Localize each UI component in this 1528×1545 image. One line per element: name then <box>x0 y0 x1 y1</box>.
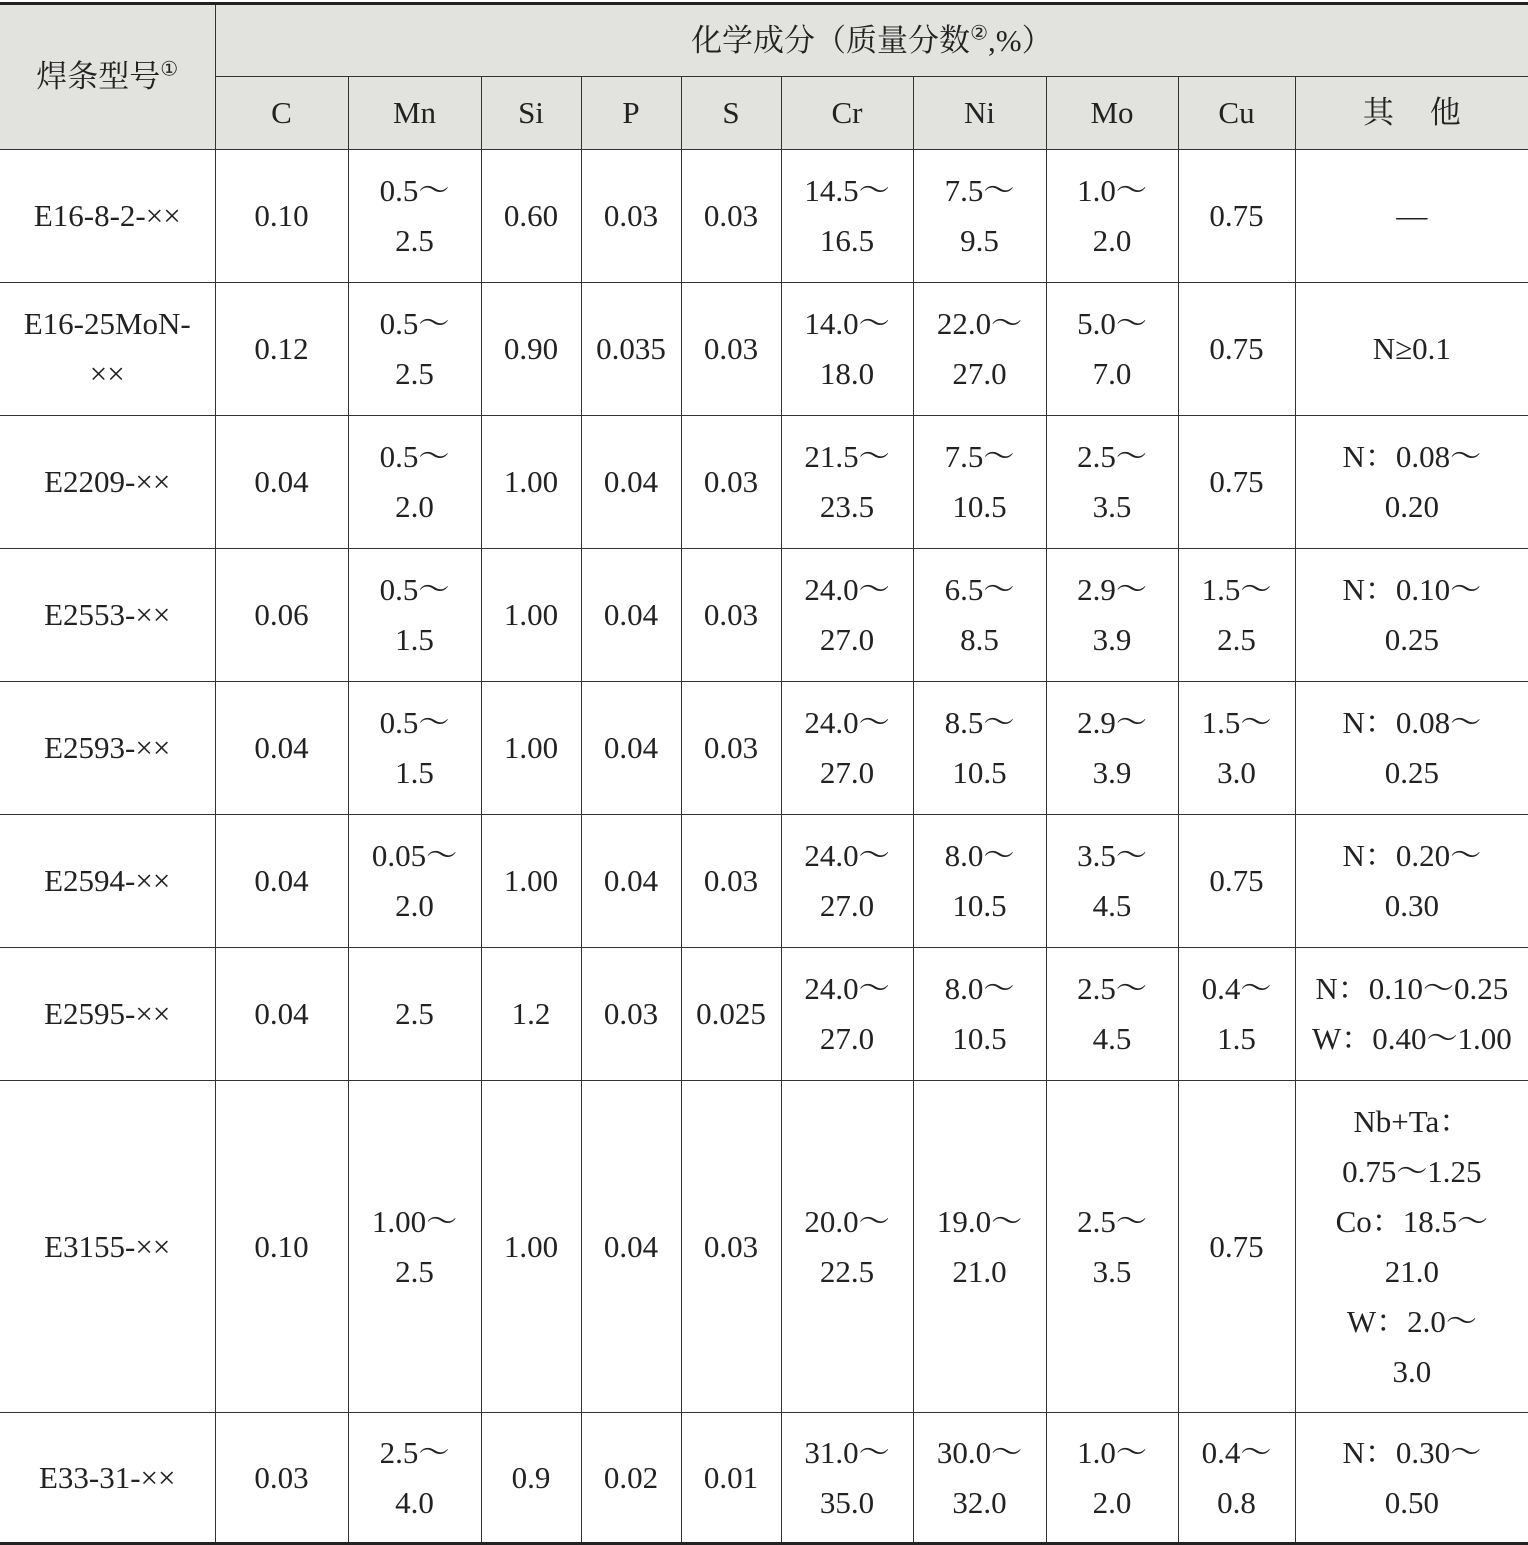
si-cell: 1.00 <box>481 549 581 682</box>
cr-cell <box>781 283 913 416</box>
c-cell: 0.12 <box>215 283 348 416</box>
cu-cell <box>1178 150 1295 283</box>
model-cell-line: E33-31-×× <box>0 1453 215 1503</box>
mo-cell-line: 3.5～ <box>1047 831 1178 881</box>
mn-cell-line: 2.5 <box>349 216 481 266</box>
mn-cell <box>348 682 481 815</box>
header-si: Si <box>481 77 581 150</box>
cu-cell-line: 1.5 <box>1179 1014 1295 1064</box>
mo-cell <box>1046 682 1178 815</box>
model-cell-line: E2593-×× <box>0 723 215 773</box>
ni-cell <box>913 815 1046 948</box>
mn-cell <box>348 815 481 948</box>
model-cell-line: E16-8-2-×× <box>0 191 215 241</box>
cu-cell <box>1178 815 1295 948</box>
mo-cell-line: 3.5 <box>1047 1247 1178 1297</box>
model-cell-line: E16-25MoN- <box>0 299 215 349</box>
ni-cell-line: 8.0～ <box>914 831 1046 881</box>
chemical-composition-table <box>0 2 1528 1545</box>
mn-cell-line: 0.5～ <box>349 166 481 216</box>
cu-cell <box>1178 948 1295 1081</box>
mo-cell-line: 3.5 <box>1047 482 1178 532</box>
other-cell-line: 0.25 <box>1296 748 1528 798</box>
mo-cell-line: 2.9～ <box>1047 565 1178 615</box>
cu-cell-line: 0.75 <box>1179 856 1295 906</box>
mo-cell <box>1046 815 1178 948</box>
s-cell: 0.03 <box>681 682 781 815</box>
cu-cell <box>1178 1081 1295 1413</box>
other-cell-line: 0.25 <box>1296 615 1528 665</box>
s-cell: 0.03 <box>681 549 781 682</box>
model-cell-line: E2595-×× <box>0 989 215 1039</box>
c-cell: 0.06 <box>215 549 348 682</box>
ni-cell <box>913 1081 1046 1413</box>
header-other: 其他 <box>1295 77 1528 150</box>
mo-cell <box>1046 549 1178 682</box>
cr-cell-line: 22.5 <box>782 1247 913 1297</box>
header-cr: Cr <box>781 77 913 150</box>
mo-cell <box>1046 1413 1178 1544</box>
mn-cell <box>348 549 481 682</box>
si-cell: 0.90 <box>481 283 581 416</box>
cu-cell-line: 0.75 <box>1179 191 1295 241</box>
si-cell: 0.9 <box>481 1413 581 1544</box>
model-cell <box>0 682 215 815</box>
ni-cell <box>913 948 1046 1081</box>
other-cell-line: 3.0 <box>1296 1347 1528 1397</box>
table-row <box>0 948 1528 1081</box>
header-cu: Cu <box>1178 77 1295 150</box>
mo-cell <box>1046 1081 1178 1413</box>
ni-cell <box>913 283 1046 416</box>
ni-cell-line: 10.5 <box>914 881 1046 931</box>
ni-cell-line: 32.0 <box>914 1478 1046 1528</box>
mn-cell-line: 4.0 <box>349 1478 481 1528</box>
c-cell: 0.04 <box>215 815 348 948</box>
cr-cell-line: 24.0～ <box>782 565 913 615</box>
cu-cell <box>1178 549 1295 682</box>
other-cell <box>1295 682 1528 815</box>
p-cell: 0.04 <box>581 1081 681 1413</box>
mo-cell <box>1046 948 1178 1081</box>
cr-cell <box>781 682 913 815</box>
table-row <box>0 283 1528 416</box>
cr-cell <box>781 150 913 283</box>
ni-cell-line: 22.0～ <box>914 299 1046 349</box>
p-cell: 0.04 <box>581 416 681 549</box>
mo-cell-line: 1.0～ <box>1047 1428 1178 1478</box>
mn-cell <box>348 283 481 416</box>
table-row <box>0 150 1528 283</box>
mn-cell-line: 2.5 <box>349 349 481 399</box>
ni-cell-line: 8.5～ <box>914 698 1046 748</box>
mo-cell <box>1046 283 1178 416</box>
mn-cell-line: 2.5 <box>349 989 481 1039</box>
model-cell-line: E2209-×× <box>0 457 215 507</box>
other-cell-line: 0.50 <box>1296 1478 1528 1528</box>
mn-cell-line: 0.5～ <box>349 698 481 748</box>
model-cell-line: E3155-×× <box>0 1222 215 1272</box>
mo-cell-line: 2.9～ <box>1047 698 1178 748</box>
mo-cell-line: 3.9 <box>1047 615 1178 665</box>
cr-cell-line: 24.0～ <box>782 964 913 1014</box>
ni-cell <box>913 416 1046 549</box>
p-cell: 0.04 <box>581 682 681 815</box>
mo-cell-line: 4.5 <box>1047 1014 1178 1064</box>
cr-cell-line: 23.5 <box>782 482 913 532</box>
cu-cell <box>1178 416 1295 549</box>
mo-cell-line: 2.5～ <box>1047 432 1178 482</box>
mn-cell <box>348 416 481 549</box>
ni-cell-line: 8.0～ <box>914 964 1046 1014</box>
cr-cell <box>781 815 913 948</box>
cr-cell-line: 14.0～ <box>782 299 913 349</box>
ni-cell-line: 8.5 <box>914 615 1046 665</box>
ni-cell-line: 6.5～ <box>914 565 1046 615</box>
ni-cell <box>913 1413 1046 1544</box>
header-model: 焊条型号① <box>0 4 215 150</box>
mn-cell-line: 0.5～ <box>349 432 481 482</box>
cr-cell-line: 35.0 <box>782 1478 913 1528</box>
table-row <box>0 682 1528 815</box>
si-cell: 1.00 <box>481 815 581 948</box>
other-cell-line: N：0.08～ <box>1296 432 1528 482</box>
table-header <box>0 4 1528 150</box>
p-cell: 0.03 <box>581 948 681 1081</box>
mo-cell-line: 3.9 <box>1047 748 1178 798</box>
ni-cell-line: 21.0 <box>914 1247 1046 1297</box>
cu-cell-line: 0.4～ <box>1179 1428 1295 1478</box>
cr-cell-line: 24.0～ <box>782 698 913 748</box>
mo-cell-line: 2.0 <box>1047 216 1178 266</box>
other-cell-line: W：2.0～ <box>1296 1297 1528 1347</box>
s-cell: 0.03 <box>681 815 781 948</box>
s-cell: 0.01 <box>681 1413 781 1544</box>
ni-cell-line: 10.5 <box>914 482 1046 532</box>
other-cell-line: N：0.08～ <box>1296 698 1528 748</box>
mn-cell-line: 0.5～ <box>349 565 481 615</box>
mo-cell-line: 2.5～ <box>1047 964 1178 1014</box>
other-cell <box>1295 150 1528 283</box>
si-cell: 1.00 <box>481 682 581 815</box>
mn-cell-line: 0.5～ <box>349 299 481 349</box>
s-cell: 0.03 <box>681 1081 781 1413</box>
mn-cell <box>348 150 481 283</box>
p-cell: 0.04 <box>581 549 681 682</box>
mn-cell-line: 1.5 <box>349 748 481 798</box>
cr-cell <box>781 1413 913 1544</box>
other-cell-line: Nb+Ta： <box>1296 1097 1528 1147</box>
other-cell-line: — <box>1296 191 1528 241</box>
s-cell: 0.025 <box>681 948 781 1081</box>
ni-cell-line: 10.5 <box>914 748 1046 798</box>
si-cell: 0.60 <box>481 150 581 283</box>
ni-cell-line: 19.0～ <box>914 1197 1046 1247</box>
cr-cell-line: 21.5～ <box>782 432 913 482</box>
cr-cell-line: 27.0 <box>782 1014 913 1064</box>
p-cell: 0.03 <box>581 150 681 283</box>
other-cell <box>1295 1081 1528 1413</box>
table-row <box>0 1413 1528 1544</box>
p-cell: 0.04 <box>581 815 681 948</box>
c-cell: 0.04 <box>215 416 348 549</box>
other-cell-line: N：0.30～ <box>1296 1428 1528 1478</box>
cu-cell-line: 3.0 <box>1179 748 1295 798</box>
other-cell-line: N：0.10～0.25 <box>1296 964 1528 1014</box>
cu-cell-line: 0.75 <box>1179 1222 1295 1272</box>
ni-cell-line: 7.5～ <box>914 432 1046 482</box>
s-cell: 0.03 <box>681 283 781 416</box>
header-ni: Ni <box>913 77 1046 150</box>
table-body <box>0 150 1528 1544</box>
cu-cell <box>1178 283 1295 416</box>
cu-cell <box>1178 682 1295 815</box>
mn-cell <box>348 1413 481 1544</box>
p-cell: 0.02 <box>581 1413 681 1544</box>
mo-cell <box>1046 150 1178 283</box>
mn-cell-line: 1.00～ <box>349 1197 481 1247</box>
cu-cell-line: 0.75 <box>1179 324 1295 374</box>
cr-cell <box>781 948 913 1081</box>
cr-cell-line: 16.5 <box>782 216 913 266</box>
other-cell-line: N：0.20～ <box>1296 831 1528 881</box>
si-cell: 1.00 <box>481 416 581 549</box>
mo-cell-line: 2.5～ <box>1047 1197 1178 1247</box>
c-cell: 0.10 <box>215 1081 348 1413</box>
table-row <box>0 815 1528 948</box>
cu-cell-line: 0.4～ <box>1179 964 1295 1014</box>
mn-cell-line: 2.5 <box>349 1247 481 1297</box>
ni-cell-line: 9.5 <box>914 216 1046 266</box>
model-cell <box>0 416 215 549</box>
ni-cell-line: 30.0～ <box>914 1428 1046 1478</box>
other-cell <box>1295 1413 1528 1544</box>
model-cell <box>0 948 215 1081</box>
mn-cell-line: 2.5～ <box>349 1428 481 1478</box>
other-cell-line: N：0.10～ <box>1296 565 1528 615</box>
other-cell-line: N≥0.1 <box>1296 324 1528 374</box>
mn-cell-line: 0.05～ <box>349 831 481 881</box>
header-s: S <box>681 77 781 150</box>
other-cell <box>1295 948 1528 1081</box>
other-cell-line: W：0.40～1.00 <box>1296 1014 1528 1064</box>
mn-cell <box>348 948 481 1081</box>
mn-cell-line: 2.0 <box>349 482 481 532</box>
ni-cell-line: 27.0 <box>914 349 1046 399</box>
header-composition-group: 化学成分（质量分数②,%） <box>215 4 1528 77</box>
cr-cell <box>781 416 913 549</box>
mo-cell-line: 7.0 <box>1047 349 1178 399</box>
cu-cell <box>1178 1413 1295 1544</box>
cu-cell-line: 0.75 <box>1179 457 1295 507</box>
cr-cell <box>781 549 913 682</box>
other-cell <box>1295 283 1528 416</box>
cr-cell-line: 14.5～ <box>782 166 913 216</box>
cu-cell-line: 0.8 <box>1179 1478 1295 1528</box>
cr-cell-line: 18.0 <box>782 349 913 399</box>
cr-cell-line: 27.0 <box>782 881 913 931</box>
ni-cell <box>913 549 1046 682</box>
cr-cell-line: 20.0～ <box>782 1197 913 1247</box>
model-cell <box>0 549 215 682</box>
mn-cell-line: 2.0 <box>349 881 481 931</box>
cu-cell-line: 1.5～ <box>1179 698 1295 748</box>
cr-cell-line: 31.0～ <box>782 1428 913 1478</box>
table-row <box>0 549 1528 682</box>
si-cell: 1.2 <box>481 948 581 1081</box>
model-cell <box>0 1081 215 1413</box>
model-cell-line: E2553-×× <box>0 590 215 640</box>
mn-cell <box>348 1081 481 1413</box>
s-cell: 0.03 <box>681 150 781 283</box>
other-cell-line: 0.30 <box>1296 881 1528 931</box>
other-cell <box>1295 549 1528 682</box>
table-row <box>0 1081 1528 1413</box>
model-cell <box>0 150 215 283</box>
mo-cell <box>1046 416 1178 549</box>
mo-cell-line: 4.5 <box>1047 881 1178 931</box>
header-c: C <box>215 77 348 150</box>
cr-cell-line: 24.0～ <box>782 831 913 881</box>
other-cell-line: 21.0 <box>1296 1247 1528 1297</box>
model-cell <box>0 815 215 948</box>
header-mn: Mn <box>348 77 481 150</box>
c-cell: 0.10 <box>215 150 348 283</box>
c-cell: 0.03 <box>215 1413 348 1544</box>
ni-cell-line: 10.5 <box>914 1014 1046 1064</box>
mo-cell-line: 1.0～ <box>1047 166 1178 216</box>
model-cell-line: ×× <box>0 349 215 399</box>
p-cell: 0.035 <box>581 283 681 416</box>
cr-cell <box>781 1081 913 1413</box>
mo-cell-line: 5.0～ <box>1047 299 1178 349</box>
other-cell <box>1295 416 1528 549</box>
other-cell-line: Co：18.5～ <box>1296 1197 1528 1247</box>
other-cell <box>1295 815 1528 948</box>
cu-cell-line: 2.5 <box>1179 615 1295 665</box>
c-cell: 0.04 <box>215 682 348 815</box>
ni-cell <box>913 150 1046 283</box>
ni-cell-line: 7.5～ <box>914 166 1046 216</box>
other-cell-line: 0.20 <box>1296 482 1528 532</box>
si-cell: 1.00 <box>481 1081 581 1413</box>
c-cell: 0.04 <box>215 948 348 1081</box>
ni-cell <box>913 682 1046 815</box>
mn-cell-line: 1.5 <box>349 615 481 665</box>
header-mo: Mo <box>1046 77 1178 150</box>
table-row <box>0 416 1528 549</box>
cr-cell-line: 27.0 <box>782 748 913 798</box>
s-cell: 0.03 <box>681 416 781 549</box>
cu-cell-line: 1.5～ <box>1179 565 1295 615</box>
header-p: P <box>581 77 681 150</box>
cr-cell-line: 27.0 <box>782 615 913 665</box>
model-cell <box>0 283 215 416</box>
mo-cell-line: 2.0 <box>1047 1478 1178 1528</box>
other-cell-line: 0.75～1.25 <box>1296 1147 1528 1197</box>
model-cell <box>0 1413 215 1544</box>
model-cell-line: E2594-×× <box>0 856 215 906</box>
